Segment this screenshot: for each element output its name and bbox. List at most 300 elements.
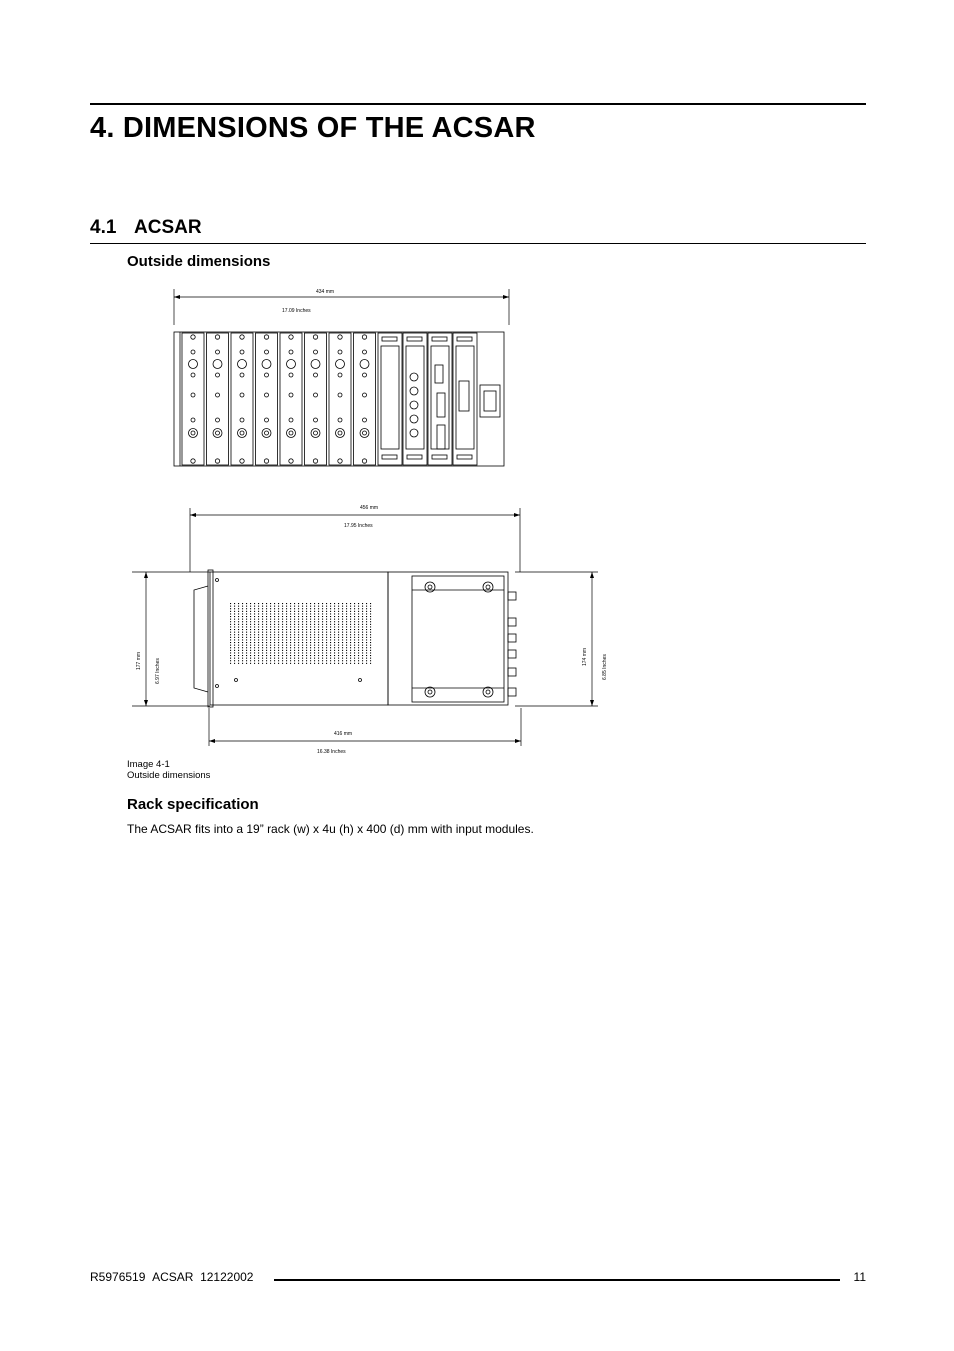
vent-hole xyxy=(230,621,231,622)
vent-hole xyxy=(234,663,235,664)
vent-hole xyxy=(290,658,291,659)
vent-hole xyxy=(266,642,267,643)
vent-hole xyxy=(366,645,367,646)
side-screw xyxy=(216,685,219,688)
vent-hole xyxy=(242,639,243,640)
section-title: ACSAR xyxy=(134,217,202,238)
vent-hole xyxy=(314,619,315,620)
vent-hole xyxy=(346,616,347,617)
chapter-top-rule xyxy=(90,103,866,105)
vent-hole xyxy=(294,650,295,651)
vent-hole xyxy=(326,645,327,646)
rear-height-mm: 174 mm xyxy=(582,647,588,666)
vent-hole xyxy=(350,621,351,622)
vent-hole xyxy=(270,655,271,656)
vent-hole xyxy=(294,621,295,622)
vent-hole xyxy=(346,652,347,653)
bnc-connector xyxy=(410,401,418,409)
slot-hole xyxy=(289,431,293,435)
vent-hole xyxy=(242,611,243,612)
vent-hole xyxy=(362,660,363,661)
vent-hole xyxy=(246,642,247,643)
vent-hole xyxy=(246,647,247,648)
slot-screw xyxy=(338,459,342,463)
vent-hole xyxy=(242,603,243,604)
vent-hole xyxy=(326,650,327,651)
vent-hole xyxy=(230,650,231,651)
vent-hole xyxy=(318,632,319,633)
front-height-in: 6.97 Inches xyxy=(155,658,161,684)
vent-hole xyxy=(302,603,303,604)
slot-screw xyxy=(240,335,244,339)
vent-hole xyxy=(246,658,247,659)
vent-hole xyxy=(326,603,327,604)
vent-hole xyxy=(262,629,263,630)
vent-hole xyxy=(306,632,307,633)
vent-hole xyxy=(274,624,275,625)
vent-hole xyxy=(362,619,363,620)
vent-hole xyxy=(290,660,291,661)
vent-hole xyxy=(354,660,355,661)
vent-hole xyxy=(358,658,359,659)
vent-hole xyxy=(358,606,359,607)
vent-hole xyxy=(322,632,323,633)
vent-hole xyxy=(234,647,235,648)
vent-hole xyxy=(230,619,231,620)
vent-hole xyxy=(230,647,231,648)
vent-hole xyxy=(286,624,287,625)
vent-hole xyxy=(310,611,311,612)
vent-hole xyxy=(342,650,343,651)
vent-hole xyxy=(302,645,303,646)
vent-hole xyxy=(242,663,243,664)
vent-hole xyxy=(346,660,347,661)
vent-hole xyxy=(322,606,323,607)
slot-hole xyxy=(314,350,318,354)
vent-hole xyxy=(306,621,307,622)
vent-hole xyxy=(282,650,283,651)
slot-hole xyxy=(265,418,269,422)
board-standoff xyxy=(425,687,435,697)
vent-hole xyxy=(254,616,255,617)
vent-hole xyxy=(358,603,359,604)
vent-hole xyxy=(230,660,231,661)
vent-hole xyxy=(274,603,275,604)
slot-screw xyxy=(289,459,293,463)
vent-hole xyxy=(326,621,327,622)
slot-knob xyxy=(360,360,369,369)
vent-hole xyxy=(242,658,243,659)
vent-hole xyxy=(314,634,315,635)
vent-hole xyxy=(310,613,311,614)
vent-hole xyxy=(234,652,235,653)
module-handle xyxy=(432,337,447,341)
vent-hole xyxy=(298,629,299,630)
blank-slot xyxy=(354,333,376,465)
vent-hole xyxy=(302,663,303,664)
vent-hole xyxy=(314,642,315,643)
vent-hole xyxy=(350,663,351,664)
vent-hole xyxy=(250,632,251,633)
vent-hole xyxy=(306,647,307,648)
vent-hole xyxy=(350,650,351,651)
slot-knob xyxy=(360,429,369,438)
vent-hole xyxy=(294,663,295,664)
vent-hole xyxy=(366,655,367,656)
vent-hole xyxy=(294,611,295,612)
vent-hole xyxy=(266,611,267,612)
vent-hole xyxy=(258,619,259,620)
vent-hole xyxy=(290,626,291,627)
slot-hole xyxy=(216,373,220,377)
rear-connector xyxy=(508,592,516,600)
vent-hole xyxy=(334,647,335,648)
vent-hole xyxy=(346,626,347,627)
vent-hole xyxy=(342,629,343,630)
vent-hole xyxy=(330,603,331,604)
vent-hole xyxy=(294,634,295,635)
vent-hole xyxy=(330,634,331,635)
vent-hole xyxy=(294,613,295,614)
vent-hole xyxy=(342,652,343,653)
vent-hole xyxy=(314,632,315,633)
slot-hole xyxy=(289,418,293,422)
outside-dimensions-heading: Outside dimensions xyxy=(127,253,271,270)
vent-hole xyxy=(354,632,355,633)
vent-hole xyxy=(278,655,279,656)
vent-hole xyxy=(250,634,251,635)
vent-hole xyxy=(254,655,255,656)
vent-hole xyxy=(278,611,279,612)
slot-hole xyxy=(363,350,367,354)
front-flange xyxy=(208,570,213,707)
vent-hole xyxy=(230,652,231,653)
vent-hole xyxy=(294,624,295,625)
vent-hole xyxy=(234,655,235,656)
power-inlet-socket xyxy=(484,391,496,411)
slot-hole xyxy=(338,350,342,354)
vent-hole xyxy=(286,642,287,643)
vent-hole xyxy=(306,658,307,659)
slot-knob xyxy=(189,360,198,369)
vent-hole xyxy=(318,608,319,609)
figure-caption-number: Image 4-1 xyxy=(127,759,170,770)
vent-hole xyxy=(290,663,291,664)
vent-hole xyxy=(246,613,247,614)
vent-hole xyxy=(314,645,315,646)
vent-hole xyxy=(306,611,307,612)
vent-hole xyxy=(310,624,311,625)
vent-hole xyxy=(366,634,367,635)
side-screw xyxy=(235,679,238,682)
vent-hole xyxy=(370,624,371,625)
vent-hole xyxy=(326,663,327,664)
vent-hole xyxy=(302,624,303,625)
vent-hole xyxy=(318,639,319,640)
vent-hole xyxy=(322,655,323,656)
vent-hole xyxy=(246,629,247,630)
vent-hole xyxy=(322,645,323,646)
vent-hole xyxy=(366,606,367,607)
vent-hole xyxy=(290,637,291,638)
slot-knob xyxy=(213,360,222,369)
vent-hole xyxy=(270,611,271,612)
vent-hole xyxy=(270,652,271,653)
vent-hole xyxy=(230,629,231,630)
vent-hole xyxy=(362,637,363,638)
module-handle xyxy=(382,455,397,459)
vent-hole xyxy=(306,608,307,609)
vent-hole xyxy=(358,613,359,614)
vent-hole xyxy=(274,642,275,643)
vent-hole xyxy=(322,621,323,622)
vent-hole xyxy=(310,606,311,607)
vent-hole xyxy=(286,606,287,607)
vent-hole xyxy=(238,647,239,648)
vent-hole xyxy=(338,613,339,614)
vent-hole xyxy=(278,626,279,627)
vent-hole xyxy=(234,608,235,609)
vent-hole xyxy=(322,647,323,648)
vent-hole xyxy=(306,660,307,661)
vent-hole xyxy=(278,652,279,653)
vent-hole xyxy=(286,611,287,612)
vent-hole xyxy=(290,655,291,656)
vent-hole xyxy=(282,626,283,627)
vent-hole xyxy=(298,647,299,648)
vent-hole xyxy=(330,619,331,620)
vent-hole xyxy=(310,616,311,617)
vent-hole xyxy=(358,650,359,651)
vent-hole xyxy=(246,660,247,661)
slot-hole xyxy=(191,431,195,435)
vent-hole xyxy=(370,603,371,604)
slot-knob xyxy=(262,360,271,369)
vent-hole xyxy=(282,616,283,617)
vent-hole xyxy=(330,663,331,664)
vent-hole xyxy=(326,658,327,659)
vent-hole xyxy=(258,637,259,638)
slot-hole xyxy=(338,373,342,377)
vent-hole xyxy=(306,606,307,607)
vent-hole xyxy=(350,642,351,643)
slot-knob xyxy=(238,360,247,369)
vent-hole xyxy=(322,663,323,664)
front-width-in: 17.09 Inches xyxy=(282,308,311,314)
vent-hole xyxy=(274,632,275,633)
vent-hole xyxy=(250,606,251,607)
vent-hole xyxy=(314,658,315,659)
vent-hole xyxy=(298,616,299,617)
vent-hole xyxy=(354,608,355,609)
vent-hole xyxy=(254,658,255,659)
vent-hole xyxy=(346,629,347,630)
vent-hole xyxy=(346,632,347,633)
vent-hole xyxy=(314,637,315,638)
vent-hole xyxy=(314,624,315,625)
vent-hole xyxy=(334,606,335,607)
side-screw xyxy=(216,579,219,582)
vent-hole xyxy=(338,632,339,633)
slot-hole xyxy=(314,418,318,422)
blank-slot xyxy=(207,333,229,465)
vent-hole xyxy=(274,650,275,651)
vent-hole xyxy=(246,663,247,664)
vent-hole xyxy=(286,632,287,633)
vent-hole xyxy=(338,655,339,656)
module-slot xyxy=(428,333,452,465)
vent-hole xyxy=(318,650,319,651)
vent-hole xyxy=(278,634,279,635)
vent-hole xyxy=(230,616,231,617)
vent-hole xyxy=(358,624,359,625)
vent-hole xyxy=(302,634,303,635)
module-handle xyxy=(432,455,447,459)
vent-hole xyxy=(298,663,299,664)
vent-hole xyxy=(262,660,263,661)
vent-hole xyxy=(270,629,271,630)
vent-hole xyxy=(366,642,367,643)
vent-hole xyxy=(350,629,351,630)
slot-screw xyxy=(338,335,342,339)
vent-hole xyxy=(362,603,363,604)
vent-hole xyxy=(234,660,235,661)
vent-hole xyxy=(362,616,363,617)
footer-product: ACSAR xyxy=(152,1270,194,1284)
vent-hole xyxy=(278,616,279,617)
vent-hole xyxy=(262,634,263,635)
vent-hole xyxy=(370,632,371,633)
vent-hole xyxy=(262,619,263,620)
vent-hole xyxy=(258,642,259,643)
vent-hole xyxy=(362,626,363,627)
vent-hole xyxy=(290,650,291,651)
vent-hole xyxy=(238,632,239,633)
vent-hole xyxy=(354,647,355,648)
vent-hole xyxy=(238,663,239,664)
vent-hole xyxy=(290,639,291,640)
vent-hole xyxy=(318,634,319,635)
vent-hole xyxy=(318,619,319,620)
vent-hole xyxy=(286,647,287,648)
vent-hole xyxy=(250,642,251,643)
vent-hole xyxy=(230,613,231,614)
vent-hole xyxy=(354,619,355,620)
vent-hole xyxy=(266,660,267,661)
vent-hole xyxy=(338,621,339,622)
vent-hole xyxy=(246,606,247,607)
vent-hole xyxy=(354,637,355,638)
slot-hole xyxy=(363,373,367,377)
vent-hole xyxy=(298,626,299,627)
vent-hole xyxy=(238,642,239,643)
vent-hole xyxy=(314,613,315,614)
vent-hole xyxy=(338,619,339,620)
slot-hole xyxy=(240,373,244,377)
vent-hole xyxy=(330,655,331,656)
vent-hole xyxy=(362,658,363,659)
vent-hole xyxy=(354,624,355,625)
vent-hole xyxy=(334,621,335,622)
vent-hole xyxy=(358,611,359,612)
vent-hole xyxy=(338,603,339,604)
vent-hole xyxy=(342,639,343,640)
vent-hole xyxy=(330,611,331,612)
vent-hole xyxy=(250,624,251,625)
vent-hole xyxy=(370,629,371,630)
vent-hole xyxy=(350,647,351,648)
vent-hole xyxy=(282,658,283,659)
vent-hole xyxy=(274,613,275,614)
vent-hole xyxy=(270,624,271,625)
vent-hole xyxy=(302,658,303,659)
vent-hole xyxy=(278,642,279,643)
vent-hole xyxy=(326,660,327,661)
vent-hole xyxy=(306,616,307,617)
vent-hole xyxy=(306,613,307,614)
vent-hole xyxy=(358,619,359,620)
vent-hole xyxy=(314,626,315,627)
vent-hole xyxy=(278,624,279,625)
vent-hole xyxy=(358,629,359,630)
vent-hole xyxy=(238,652,239,653)
vent-hole xyxy=(334,626,335,627)
vent-hole xyxy=(290,603,291,604)
vent-hole xyxy=(258,660,259,661)
vent-hole xyxy=(258,652,259,653)
vent-hole xyxy=(322,629,323,630)
vent-hole xyxy=(338,652,339,653)
vent-hole xyxy=(290,629,291,630)
vent-hole xyxy=(290,616,291,617)
vent-hole xyxy=(234,619,235,620)
vent-hole xyxy=(334,655,335,656)
vent-hole xyxy=(286,621,287,622)
vent-hole xyxy=(362,650,363,651)
slot-knob xyxy=(213,429,222,438)
vent-hole xyxy=(242,626,243,627)
vent-hole xyxy=(250,663,251,664)
vent-hole xyxy=(370,637,371,638)
vent-hole xyxy=(318,655,319,656)
vent-hole xyxy=(266,621,267,622)
footer-doc-number: R5976519 xyxy=(90,1270,146,1284)
vent-hole xyxy=(270,613,271,614)
blank-slot xyxy=(182,333,204,465)
vent-hole xyxy=(238,650,239,651)
vent-hole xyxy=(262,650,263,651)
vent-hole xyxy=(250,655,251,656)
vent-hole xyxy=(270,608,271,609)
vent-hole xyxy=(318,626,319,627)
vent-hole xyxy=(370,642,371,643)
vent-hole xyxy=(238,645,239,646)
vent-hole xyxy=(326,626,327,627)
vent-hole xyxy=(258,624,259,625)
footer-rule xyxy=(274,1279,840,1281)
vent-hole xyxy=(346,655,347,656)
vent-hole xyxy=(314,606,315,607)
vent-hole xyxy=(322,658,323,659)
slot-knob xyxy=(238,429,247,438)
vent-hole xyxy=(354,655,355,656)
slot-hole xyxy=(216,350,220,354)
slot-knob xyxy=(336,429,345,438)
vent-hole xyxy=(326,632,327,633)
vent-hole xyxy=(266,645,267,646)
vent-hole xyxy=(310,603,311,604)
vent-hole xyxy=(262,626,263,627)
